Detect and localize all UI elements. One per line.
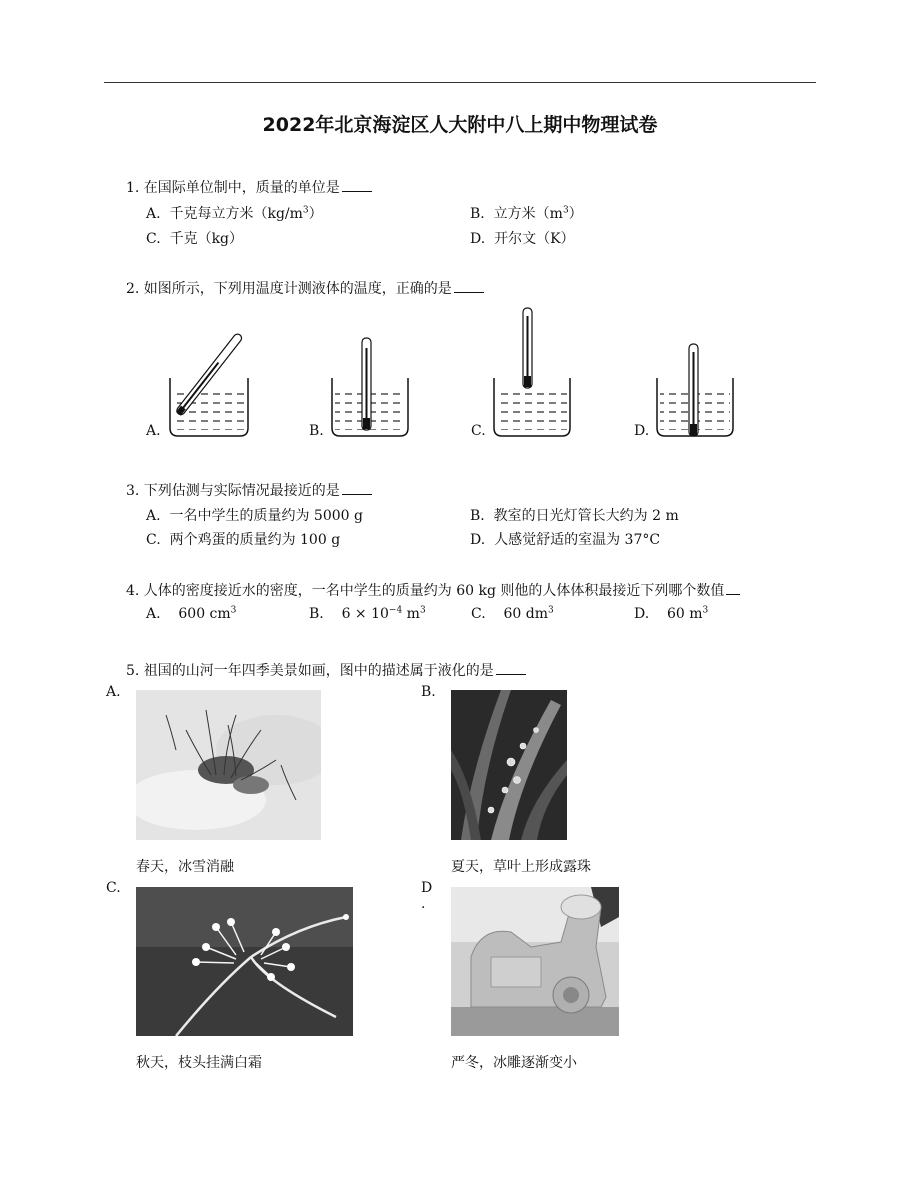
question-2-stem: 2. 如图所示，下列用温度计测液体的温度，正确的是 [126,278,484,298]
beaker-d [657,344,733,436]
q4-option-d[interactable]: D. 60 $m^3$ [634,605,709,622]
q5-option-c-caption: 秋天，枝头挂满白霜 [136,1055,262,1071]
page-title: 2022年北京海淀区人大附中八上期中物理试卷 [262,114,658,136]
q4-option-c[interactable]: C. 60 $dm^3$ [471,605,554,622]
q3-option-b[interactable]: B. 教室的日光灯管长大约为 2 m [470,508,679,524]
beaker-c [494,308,570,436]
beaker-a [170,333,248,436]
q5-option-b-label[interactable]: B. [421,684,436,700]
q5-option-d-caption: 严冬，冰雕逐渐变小 [451,1055,577,1071]
q5-option-a-label[interactable]: A. [106,684,121,700]
q4-option-a[interactable]: A. 600 $cm^3$ [146,605,237,622]
beaker-b [332,338,408,436]
q5-option-b-caption: 夏天，草叶上形成露珠 [451,859,591,875]
q2-option-d[interactable]: D. [634,423,650,439]
q1-option-a[interactable]: A. 千克每立方米$(kg/m^3)$ [146,205,323,222]
snow-grass-photo [136,690,321,840]
header-rule [104,82,816,83]
question-4-stem: 4. 人体的密度接近水的密度，一名中学生的质量约为 60 kg 则他的人体体积最接近下列哪个数值 [126,580,740,600]
q1-option-d[interactable]: D. 开尔文（K） [470,231,575,247]
question-1-stem: 1. 在国际单位制中，质量的单位是 [126,177,372,197]
answer-blank[interactable] [342,179,372,192]
answer-blank[interactable] [496,662,526,675]
q2-option-a[interactable]: A. [146,423,161,439]
question-5-stem: 5. 祖国的山河一年四季美景如画，图中的描述属于液化的是 [126,660,526,680]
thermometer-figures [140,300,760,445]
q3-option-a[interactable]: A. 一名中学生的质量约为 5000 g [146,508,363,524]
q3-option-d[interactable]: D. 人感觉舒适的室温为 37°C [470,532,661,548]
question-3-stem: 3. 下列估测与实际情况最接近的是 [126,480,372,500]
dew-leaf-photo [451,690,567,840]
q4-option-b[interactable]: B. $6 \times 10^{-4}$ $m^3$ [309,605,426,622]
ice-sculpture-photo [451,887,619,1036]
q3-option-c[interactable]: C. 两个鸡蛋的质量约为 100 g [146,532,341,548]
q2-option-b[interactable]: B. [309,423,324,439]
answer-blank[interactable] [454,280,484,293]
q5-option-a-caption: 春天，冰雪消融 [136,859,234,875]
q1-option-b[interactable]: B. 立方米$(m^3)$ [470,205,583,222]
q2-option-c[interactable]: C. [471,423,486,439]
q1-option-c[interactable]: C. 千克（kg） [146,231,244,247]
q5-option-d-label[interactable]: D . [421,880,433,912]
answer-blank[interactable] [342,482,372,495]
answer-blank[interactable] [726,582,740,595]
frost-branch-photo [136,887,353,1036]
q5-option-c-label[interactable]: C. [106,880,121,896]
